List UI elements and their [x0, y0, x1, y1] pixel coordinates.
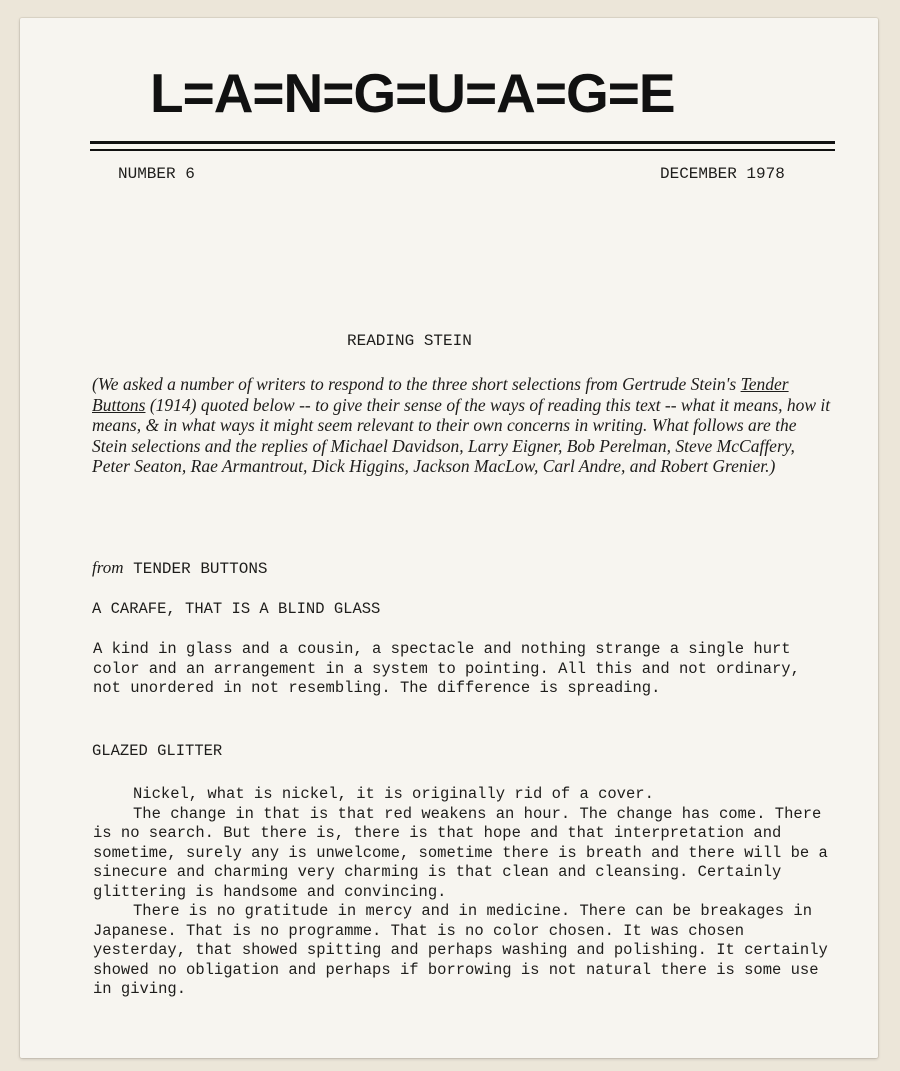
source-line [92, 558, 268, 578]
issue-date: DECEMBER 1978 [660, 165, 785, 183]
poem-title-glazed-glitter: GLAZED GLITTER [92, 742, 223, 760]
book-title: Tender Buttons [92, 374, 789, 415]
issue-number: NUMBER 6 [118, 165, 195, 183]
poem-paragraph: The change in that is that red weakens an hour. The change has come. There is no search. But there is, there is that hope and that interpretation and sometime, surely any is unwelcome, sometime there is breath and there will be a sinecure and charming very charming is that clean and cleansing. Certainly glittering is handsome and convincing. [93, 804, 828, 901]
section-title: READING STEIN [347, 332, 472, 350]
poem-body-carafe [93, 640, 833, 699]
source-prefix: from [92, 558, 124, 577]
masthead-rule-bottom [90, 149, 835, 151]
poem-paragraph: There is no gratitude in mercy and in medicine. There can be breakages in Japanese. That is no programme. That is no color chosen. It was chosen yesterday, that showed spitting and perhaps washing and polishing. It certainly showed no obligation and perhaps if borrowing is not natural there is some use in giving. [93, 902, 828, 998]
intro-text-part1: (We asked a number of writers to respond to the three short selections from Gertrude Stein's [92, 374, 741, 394]
poem-body-glazed-glitter [93, 785, 833, 1000]
poem-title-carafe: A CARAFE, THAT IS A BLIND GLASS [92, 600, 381, 618]
intro-text-part2: (1914) quoted below -- to give their sense of the ways of reading this text -- what it means, how it means, & in what ways it might seem relevant to their own concerns in writing. What follows are the Stein selections and the replies of Michael Davidson, Larry Eigner, Bob Perelman, Steve McCaffery, Peter Seaton, Rae Armantrout, Dick Higgins, Jackson MacLow, Carl Andre, and Robert Grenier.) [92, 394, 831, 476]
poem-paragraph: A kind in glass and a cousin, a spectacle and nothing strange a single hurt color and an arrangement in a system to pointing. All this and not ordinary, not unordered in not resembling. The difference is spreading. [93, 640, 800, 697]
magazine-masthead: L=A=N=G=U=A=G=E [150, 62, 675, 124]
source-title: TENDER BUTTONS [133, 560, 268, 578]
poem-paragraph: Nickel, what is nickel, it is originally rid of a cover. [133, 785, 654, 803]
masthead-rule-top [90, 141, 835, 144]
intro-paragraph [92, 374, 832, 477]
